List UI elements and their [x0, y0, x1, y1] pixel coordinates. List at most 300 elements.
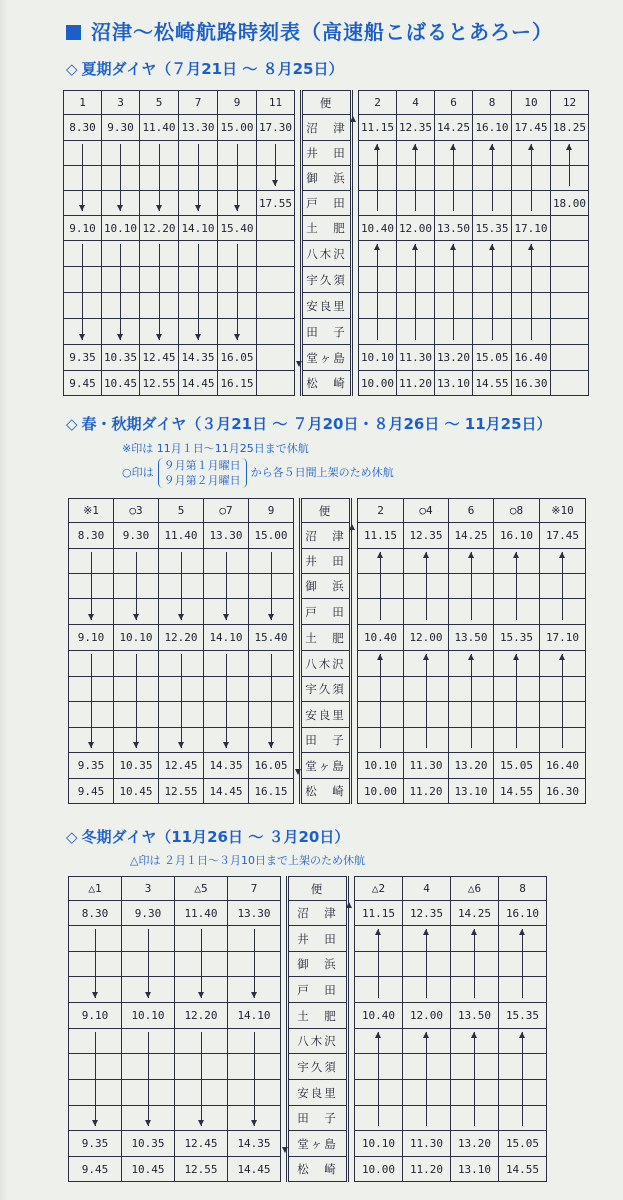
down-time-cell: 10.35: [114, 753, 159, 779]
up-time-cell: [551, 267, 589, 293]
down-time-cell: 14.45: [179, 371, 218, 396]
gap-cell: [295, 319, 302, 345]
up-time-cell: 10.00: [358, 779, 404, 804]
down-time-cell: 13.30: [228, 901, 281, 926]
gap-cell: [352, 91, 359, 115]
down-time-cell: 14.35: [228, 1131, 281, 1157]
up-arrow-line: [471, 654, 472, 748]
down-arrow-icon: [234, 334, 240, 340]
up-trip-number: 2: [358, 499, 404, 523]
down-arrow-line: [237, 144, 238, 211]
up-time-cell: 16.10: [473, 115, 512, 141]
table-row: [69, 599, 586, 625]
up-time-cell: [551, 345, 589, 371]
gap-cell: [281, 1029, 288, 1054]
gap-cell: [294, 625, 301, 651]
winter-title: [66, 826, 349, 847]
page-title-text: 沼津〜松崎航路時刻表（高速船こばるとあろー）: [91, 20, 553, 44]
up-time-cell: 14.55: [494, 779, 540, 804]
down-arrow-icon: [145, 992, 151, 998]
down-time-cell: 14.10: [204, 625, 249, 651]
down-time-cell: 11.40: [175, 901, 228, 926]
direction-down-icon: [296, 361, 302, 367]
up-arrow-icon: [559, 654, 565, 660]
down-arrow-line: [136, 552, 137, 620]
up-time-cell: 13.50: [451, 1003, 499, 1029]
station-name: 沼 津: [302, 115, 352, 141]
table-row: [64, 141, 589, 166]
table-row: [64, 345, 589, 371]
up-trip-number: 4: [403, 877, 451, 901]
down-time-cell: [257, 319, 295, 345]
station-name: 宇久須: [301, 677, 351, 702]
down-time-cell: 9.35: [64, 345, 102, 371]
gap-cell: [281, 1003, 288, 1029]
gap-cell: [295, 371, 302, 396]
up-arrow-icon: [528, 144, 534, 150]
gap-cell: [295, 267, 302, 293]
down-time-cell: 9.35: [69, 753, 114, 779]
station-name: 堂ヶ島: [302, 345, 352, 371]
summer-title-text: 夏期ダイヤ（７月21日 〜 ８月25日）: [81, 60, 344, 78]
table-row: [64, 191, 589, 216]
down-time-cell: 15.40: [249, 625, 294, 651]
gap-cell: [294, 677, 301, 702]
down-time-cell: 12.45: [175, 1131, 228, 1157]
spring-table: [68, 498, 586, 804]
spring-note-1: ※印は 11月１日〜11月25日まで休航: [122, 442, 309, 455]
gap-cell: [281, 1080, 288, 1106]
up-time-cell: 12.35: [397, 115, 435, 141]
gap-cell: [281, 1054, 288, 1080]
table-row: [69, 651, 586, 677]
up-time-cell: 11.15: [355, 901, 403, 926]
down-time-cell: 16.15: [218, 371, 257, 396]
down-arrow-icon: [156, 334, 162, 340]
up-arrow-icon: [423, 929, 429, 935]
up-time-cell: 16.10: [494, 523, 540, 549]
gap-cell: [348, 877, 355, 901]
down-arrow-icon: [92, 992, 98, 998]
up-arrow-icon: [489, 144, 495, 150]
down-trip-number: 7: [179, 91, 218, 115]
down-time-cell: 15.00: [249, 523, 294, 549]
table-header-row: [69, 499, 586, 523]
down-trip-number: 9: [218, 91, 257, 115]
down-time-cell: [257, 267, 295, 293]
spring-note-2-prefix: ○印は: [122, 466, 154, 479]
up-arrow-line: [378, 929, 379, 998]
square-bullet-icon: [66, 25, 81, 40]
gap-cell: [281, 977, 288, 1003]
down-time-cell: 16.15: [249, 779, 294, 804]
station-name: 松 崎: [288, 1157, 348, 1182]
up-trip-number: ※10: [540, 499, 586, 523]
up-arrow-line: [380, 654, 381, 748]
down-time-cell: 9.45: [69, 779, 114, 804]
gap-cell: [294, 574, 301, 599]
down-trip-number: 5: [159, 499, 204, 523]
up-arrow-icon: [423, 1032, 429, 1038]
up-time-cell: 15.35: [473, 216, 512, 241]
up-time-cell: 10.00: [355, 1157, 403, 1182]
down-trip-number: 9: [249, 499, 294, 523]
gap-cell: [351, 599, 358, 625]
down-arrow-line: [271, 654, 272, 748]
direction-up-icon: [350, 116, 356, 122]
up-time-cell: [551, 293, 589, 319]
down-trip-number: ※1: [69, 499, 114, 523]
down-time-cell: 15.00: [218, 115, 257, 141]
gap-cell: [294, 523, 301, 549]
spring-title-text: 春・秋期ダイヤ（３月21日 〜 ７月20日・８月26日 〜 11月25日）: [81, 415, 552, 433]
direction-up-icon: [349, 524, 355, 530]
table-row: [69, 1157, 547, 1182]
summer-table: [63, 90, 589, 396]
down-time-cell: 10.35: [102, 345, 140, 371]
up-time-cell: 17.10: [512, 216, 551, 241]
gap-cell: [351, 779, 358, 804]
gap-cell: [351, 753, 358, 779]
up-time-cell: 13.10: [449, 779, 494, 804]
up-time-cell: 10.10: [359, 345, 397, 371]
down-arrow-line: [148, 1032, 149, 1126]
winter-title-text: 冬期ダイヤ（11月26日 〜 ３月20日）: [81, 828, 350, 846]
station-name: 安良里: [302, 293, 352, 319]
up-time-cell: 10.10: [358, 753, 404, 779]
down-time-cell: 10.45: [114, 779, 159, 804]
down-time-cell: 9.10: [69, 625, 114, 651]
up-time-cell: 15.05: [499, 1131, 547, 1157]
down-trip-number: ○7: [204, 499, 249, 523]
up-arrow-icon: [377, 552, 383, 558]
down-arrow-icon: [195, 334, 201, 340]
gap-cell: [348, 1080, 355, 1106]
up-arrow-line: [562, 552, 563, 620]
gap-cell: [281, 1157, 288, 1182]
up-time-cell: [551, 371, 589, 396]
gap-cell: [351, 499, 358, 523]
up-time-cell: 16.30: [512, 371, 551, 396]
up-arrow-icon: [468, 654, 474, 660]
gap-cell: [352, 319, 359, 345]
down-time-cell: 14.10: [228, 1003, 281, 1029]
up-time-cell: 12.00: [404, 625, 449, 651]
table-row: [69, 549, 586, 574]
up-arrow-line: [378, 1032, 379, 1126]
down-arrow-line: [95, 1032, 96, 1126]
up-arrow-line: [531, 144, 532, 211]
gap-cell: [348, 1157, 355, 1182]
up-trip-number: 2: [359, 91, 397, 115]
up-time-cell: 15.35: [499, 1003, 547, 1029]
up-time-cell: 17.45: [512, 115, 551, 141]
gap-cell: [348, 1029, 355, 1054]
up-arrow-icon: [519, 1032, 525, 1038]
down-time-cell: 14.45: [204, 779, 249, 804]
down-time-cell: 10.45: [122, 1157, 175, 1182]
up-arrow-icon: [528, 244, 534, 250]
up-arrow-icon: [450, 144, 456, 150]
down-arrow-line: [181, 654, 182, 748]
up-arrow-line: [562, 654, 563, 748]
up-time-cell: 13.20: [449, 753, 494, 779]
up-trip-number: ○4: [404, 499, 449, 523]
down-arrow-line: [271, 552, 272, 620]
table-row: [64, 319, 589, 345]
up-arrow-line: [453, 144, 454, 211]
station-name: 田 子: [288, 1106, 348, 1131]
station-name: 御 浜: [288, 952, 348, 977]
up-arrow-icon: [423, 654, 429, 660]
station-name: 宇久須: [302, 267, 352, 293]
up-time-cell: 14.55: [473, 371, 512, 396]
station-name: 田 子: [301, 728, 351, 753]
gap-cell: [281, 952, 288, 977]
table-row: [69, 728, 586, 753]
down-time-cell: [257, 371, 295, 396]
up-trip-number: 8: [499, 877, 547, 901]
up-time-cell: 10.40: [355, 1003, 403, 1029]
up-arrow-line: [415, 144, 416, 211]
down-arrow-icon: [198, 992, 204, 998]
gap-cell: [352, 371, 359, 396]
up-time-cell: 12.00: [397, 216, 435, 241]
down-arrow-icon: [92, 1120, 98, 1126]
gap-cell: [295, 191, 302, 216]
up-arrow-line: [415, 244, 416, 340]
up-arrow-icon: [412, 244, 418, 250]
gap-cell: [295, 91, 302, 115]
down-time-cell: 9.35: [69, 1131, 122, 1157]
down-time-cell: 14.35: [204, 753, 249, 779]
gap-cell: [295, 293, 302, 319]
down-arrow-line: [226, 654, 227, 748]
station-name: 土 肥: [288, 1003, 348, 1029]
gap-cell: [294, 549, 301, 574]
down-time-cell: 9.10: [64, 216, 102, 241]
direction-down-icon: [282, 1147, 288, 1153]
down-arrow-icon: [272, 180, 278, 186]
station-name: 沼 津: [301, 523, 351, 549]
down-arrow-icon: [234, 205, 240, 211]
table-row: [64, 166, 589, 191]
up-time-cell: 17.45: [540, 523, 586, 549]
down-time-cell: 12.20: [140, 216, 179, 241]
down-time-cell: 14.10: [179, 216, 218, 241]
down-arrow-line: [120, 244, 121, 340]
down-time-cell: [257, 293, 295, 319]
gap-cell: [352, 166, 359, 191]
down-time-cell: 10.35: [122, 1131, 175, 1157]
table-row: [64, 115, 589, 141]
gap-cell: [295, 141, 302, 166]
up-time-cell: 13.50: [435, 216, 473, 241]
down-arrow-icon: [195, 205, 201, 211]
table-row: [64, 293, 589, 319]
up-arrow-line: [426, 552, 427, 620]
station-name: 戸 田: [301, 599, 351, 625]
down-time-cell: 17.55: [257, 191, 295, 216]
table-row: [69, 625, 586, 651]
station-name: 井 田: [302, 141, 352, 166]
up-time-cell: [551, 216, 589, 241]
winter-note: △印は ２月１日〜３月10日まで上架のため休航: [130, 854, 365, 867]
up-arrow-line: [516, 552, 517, 620]
diamond-icon: ◇: [66, 60, 78, 78]
up-trip-number: ○8: [494, 499, 540, 523]
down-trip-number: 7: [228, 877, 281, 901]
direction-up-icon: [346, 902, 352, 908]
up-arrow-icon: [519, 929, 525, 935]
down-trip-number: 1: [64, 91, 102, 115]
down-time-cell: 10.10: [114, 625, 159, 651]
gap-cell: [281, 901, 288, 926]
station-name: 沼 津: [288, 901, 348, 926]
down-time-cell: 9.10: [69, 1003, 122, 1029]
up-time-cell: 16.10: [499, 901, 547, 926]
spring-note-2-date-a: ９月第１月曜日: [163, 459, 241, 472]
down-arrow-line: [198, 144, 199, 211]
gap-cell: [348, 952, 355, 977]
down-arrow-line: [95, 929, 96, 998]
up-time-cell: 11.20: [403, 1157, 451, 1182]
up-time-cell: 16.30: [540, 779, 586, 804]
direction-down-icon: [295, 769, 301, 775]
up-time-cell: 15.05: [494, 753, 540, 779]
up-time-cell: 15.05: [473, 345, 512, 371]
down-arrow-icon: [156, 205, 162, 211]
table-row: [69, 779, 586, 804]
down-time-cell: 13.30: [179, 115, 218, 141]
station-name: 堂ヶ島: [288, 1131, 348, 1157]
up-time-cell: 13.20: [451, 1131, 499, 1157]
up-trip-number: △6: [451, 877, 499, 901]
down-arrow-line: [198, 244, 199, 340]
up-trip-number: 6: [435, 91, 473, 115]
up-time-cell: 10.40: [359, 216, 397, 241]
winter-table: [68, 876, 547, 1182]
down-time-cell: 16.05: [218, 345, 257, 371]
gap-cell: [352, 345, 359, 371]
up-time-cell: 16.40: [540, 753, 586, 779]
up-arrow-icon: [513, 654, 519, 660]
down-trip-number: ○3: [114, 499, 159, 523]
up-time-cell: 16.40: [512, 345, 551, 371]
gap-cell: [295, 166, 302, 191]
down-arrow-icon: [145, 1120, 151, 1126]
down-arrow-icon: [88, 614, 94, 620]
down-arrow-icon: [223, 614, 229, 620]
down-time-cell: 8.30: [64, 115, 102, 141]
up-time-cell: 11.30: [397, 345, 435, 371]
down-time-cell: 9.45: [69, 1157, 122, 1182]
table-row: [64, 267, 589, 293]
station-name: 御 浜: [301, 574, 351, 599]
table-row: [69, 523, 586, 549]
up-time-cell: 18.00: [551, 191, 589, 216]
up-arrow-icon: [489, 244, 495, 250]
gap-cell: [351, 625, 358, 651]
down-time-cell: [257, 241, 295, 267]
down-arrow-line: [120, 144, 121, 211]
station-name: 戸 田: [288, 977, 348, 1003]
gap-cell: [352, 191, 359, 216]
up-time-cell: 18.25: [551, 115, 589, 141]
table-row: [69, 901, 547, 926]
down-arrow-icon: [178, 742, 184, 748]
down-time-cell: 12.55: [140, 371, 179, 396]
down-time-cell: [257, 216, 295, 241]
table-row: [69, 1003, 547, 1029]
up-arrow-icon: [374, 244, 380, 250]
up-time-cell: 14.25: [451, 901, 499, 926]
gap-cell: [295, 216, 302, 241]
up-time-cell: 14.25: [449, 523, 494, 549]
down-time-cell: 10.10: [122, 1003, 175, 1029]
down-arrow-line: [136, 654, 137, 748]
gap-cell: [294, 651, 301, 677]
up-arrow-line: [426, 929, 427, 998]
station-name: 堂ヶ島: [301, 753, 351, 779]
gap-cell: [295, 115, 302, 141]
station-name: 井 田: [301, 549, 351, 574]
up-time-cell: 13.50: [449, 625, 494, 651]
down-time-cell: 12.20: [175, 1003, 228, 1029]
up-arrow-line: [426, 654, 427, 748]
down-time-cell: 17.30: [257, 115, 295, 141]
down-time-cell: 9.30: [102, 115, 140, 141]
station-name: 八木沢: [302, 241, 352, 267]
down-arrow-icon: [178, 614, 184, 620]
station-name: 八木沢: [288, 1029, 348, 1054]
gap-cell: [294, 702, 301, 728]
up-arrow-line: [522, 1032, 523, 1126]
down-time-cell: 14.45: [228, 1157, 281, 1182]
down-time-cell: [257, 345, 295, 371]
down-trip-number: 3: [122, 877, 175, 901]
down-arrow-line: [91, 552, 92, 620]
station-name: 土 肥: [302, 216, 352, 241]
up-time-cell: 10.00: [359, 371, 397, 396]
up-arrow-icon: [377, 654, 383, 660]
up-time-cell: 11.30: [404, 753, 449, 779]
station-name: 井 田: [288, 926, 348, 952]
gap-cell: [351, 702, 358, 728]
down-time-cell: 15.40: [218, 216, 257, 241]
gap-cell: [351, 651, 358, 677]
down-time-cell: 13.30: [204, 523, 249, 549]
down-arrow-line: [159, 144, 160, 211]
down-arrow-line: [82, 244, 83, 340]
up-time-cell: [551, 319, 589, 345]
down-arrow-icon: [251, 992, 257, 998]
down-arrow-icon: [117, 334, 123, 340]
down-time-cell: 10.10: [102, 216, 140, 241]
up-time-cell: 11.20: [397, 371, 435, 396]
gap-cell: [352, 241, 359, 267]
station-name: 松 崎: [301, 779, 351, 804]
down-time-cell: 12.55: [159, 779, 204, 804]
up-trip-number: △2: [355, 877, 403, 901]
gap-cell: [352, 293, 359, 319]
down-trip-number: 3: [102, 91, 140, 115]
down-arrow-line: [82, 144, 83, 211]
table-row: [64, 216, 589, 241]
up-time-cell: 11.20: [404, 779, 449, 804]
down-time-cell: 9.45: [64, 371, 102, 396]
up-time-cell: 12.35: [404, 523, 449, 549]
